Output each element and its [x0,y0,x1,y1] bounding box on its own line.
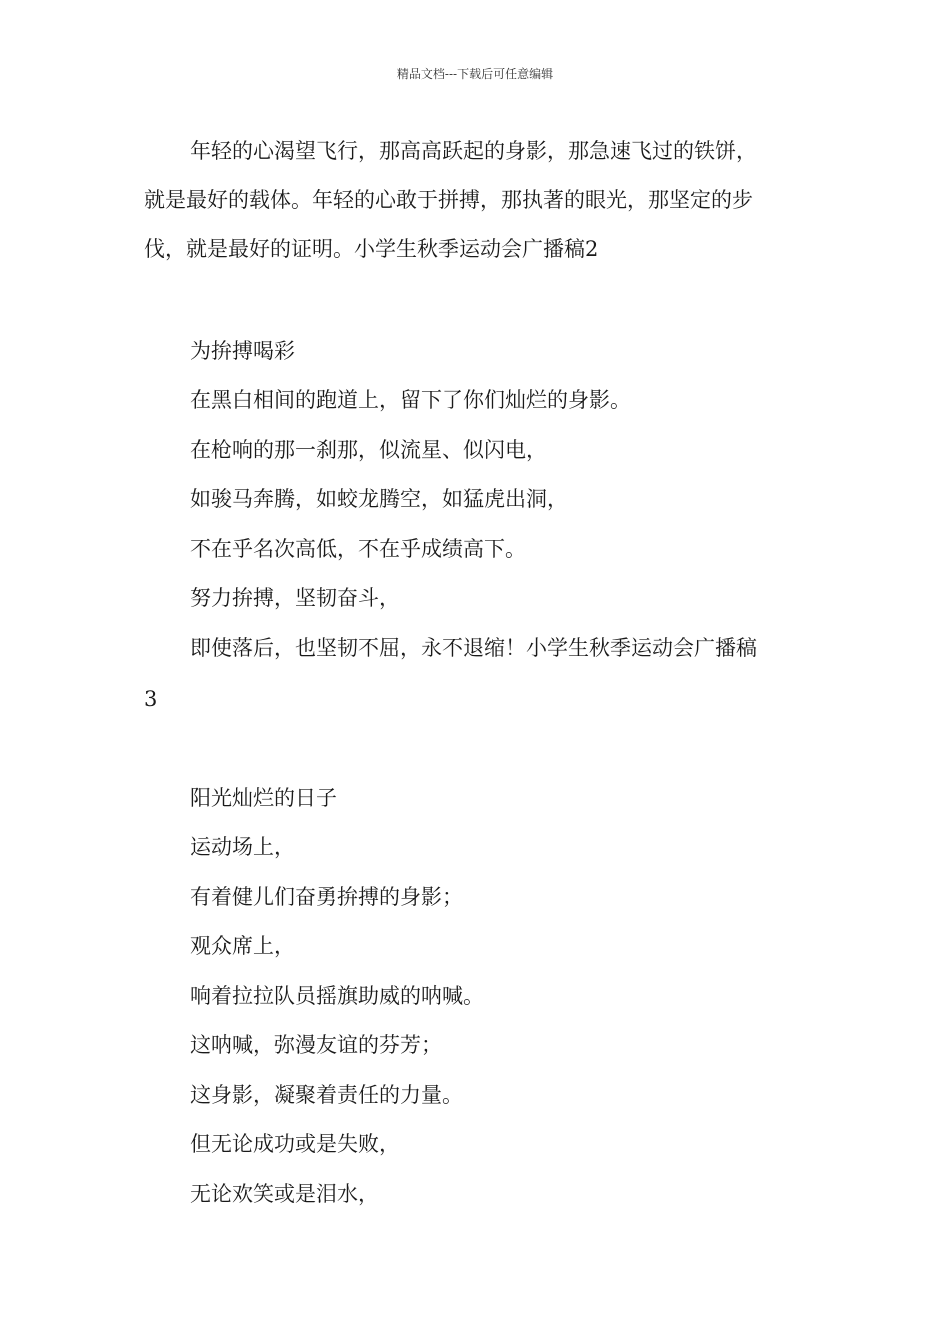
text-line: 不在乎名次高低，不在乎成绩高下。 [190,537,526,561]
text-line: 观众席上， [190,934,295,958]
text-line: 3 [144,687,158,711]
text-line: 响着拉拉队员摇旗助威的呐喊。 [190,984,484,1008]
text-line: 如骏马奔腾，如蛟龙腾空，如猛虎出洞， [190,487,568,511]
text-line: 伐，就是最好的证明。小学生秋季运动会广播稿2 [144,237,599,261]
section-title: 为拚搏喝彩 [190,339,295,363]
text-line: 无论欢笑或是泪水， [190,1182,379,1206]
text-line: 在枪响的那一刹那，似流星、似闪电， [190,438,547,462]
text-line: 运动场上， [190,835,295,859]
text-line: 但无论成功或是失败， [190,1132,400,1156]
text-line: 在黑白相间的跑道上，留下了你们灿烂的身影。 [190,388,631,412]
text-line: 这身影，凝聚着责任的力量。 [190,1083,463,1107]
text-line: 年轻的心渴望飞行，那高高跃起的身影，那急速飞过的铁饼， [190,139,757,163]
text-line: 有着健儿们奋勇拚搏的身影； [190,885,463,909]
text-line: 努力拚搏，坚韧奋斗， [190,586,400,610]
text-line: 这呐喊，弥漫友谊的芬芳； [190,1033,442,1057]
text-line: 即使落后，也坚韧不屈，永不退缩！小学生秋季运动会广播稿 [190,636,757,660]
text-line: 就是最好的载体。年轻的心敢于拼搏，那执著的眼光，那坚定的步 [144,188,753,212]
page-header: 精品文档---下载后可任意编辑 [396,67,554,81]
section-title: 阳光灿烂的日子 [190,786,337,810]
